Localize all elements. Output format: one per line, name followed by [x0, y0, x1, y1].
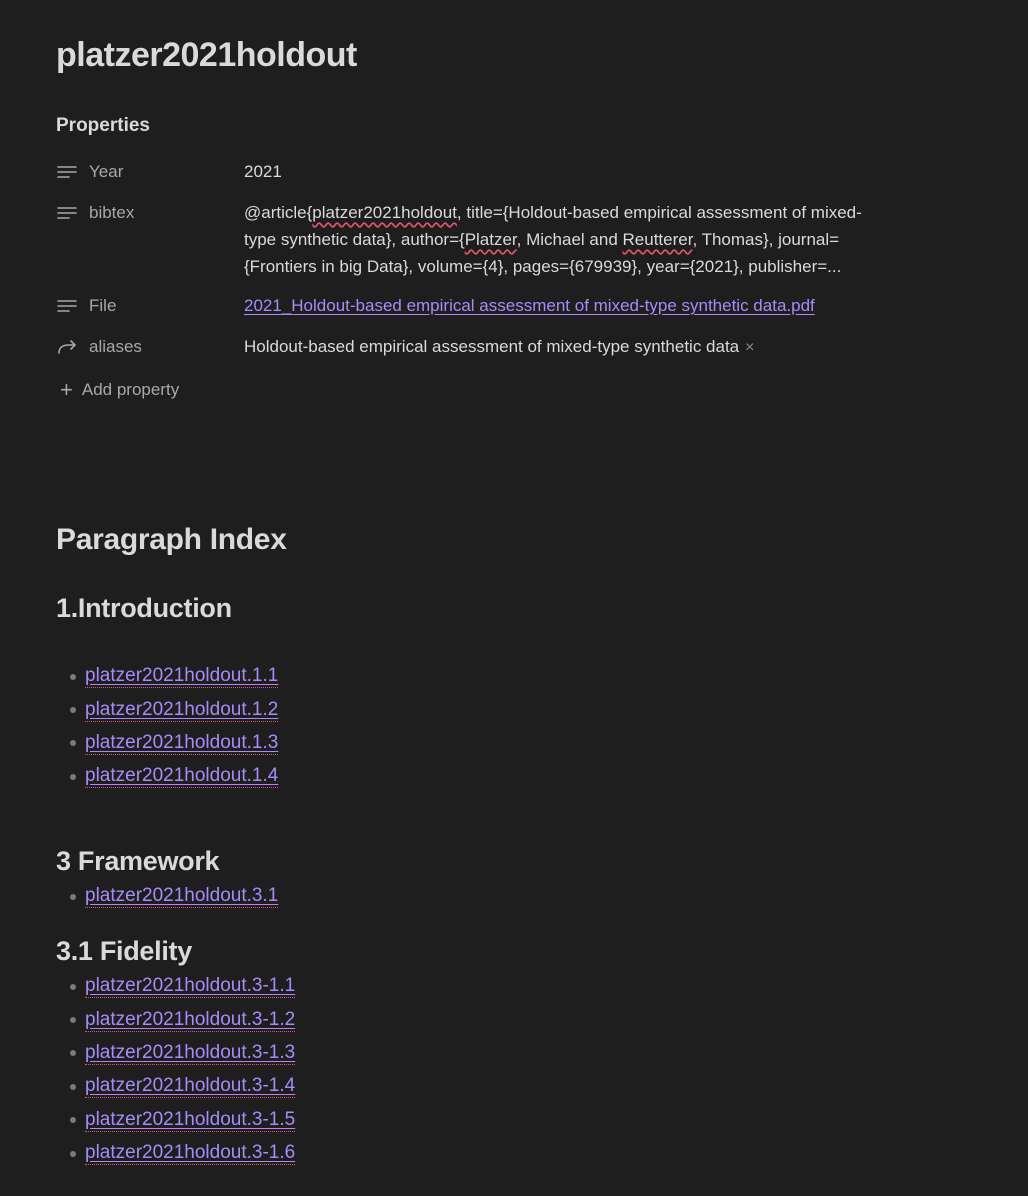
plus-icon: +: [60, 377, 73, 402]
bullet-dot: [70, 1050, 76, 1056]
bullet-dot: [70, 1117, 76, 1123]
property-aliases-value: [244, 333, 944, 361]
file-link[interactable]: 2021_Holdout-based empirical assessment of mixed-type synthetic data.pdf: [244, 296, 815, 315]
wikilink[interactable]: platzer2021holdout.3-1.3: [85, 1041, 296, 1063]
alias-pill[interactable]: Holdout-based empirical assessment of mixed-type synthetic data: [244, 337, 740, 356]
bullet-dot: [70, 1151, 76, 1157]
wikilink[interactable]: platzer2021holdout.1.4: [85, 765, 279, 787]
bibtex-spellcheck-word: platzer2021holdout: [312, 203, 457, 222]
wikilink[interactable]: platzer2021holdout.1.2: [85, 698, 279, 720]
section-link-list: [70, 970, 295, 1170]
property-bibtex-value[interactable]: [244, 199, 944, 280]
property-year-key[interactable]: [56, 158, 123, 185]
paragraph-index-heading[interactable]: Paragraph Index: [56, 523, 287, 556]
list-item: [70, 1104, 295, 1137]
wikilink[interactable]: platzer2021holdout.3-1.6: [85, 1142, 296, 1164]
section-link-list: [70, 880, 278, 913]
bibtex-line-3: {Frontiers in big Data}, volume={4}, pages={679939}, year={2021}, publisher=...: [244, 257, 842, 276]
property-file-key[interactable]: [56, 292, 116, 319]
property-year-label: Year: [89, 162, 124, 181]
wikilink[interactable]: platzer2021holdout.3.1: [85, 885, 279, 907]
bullet-dot: [70, 740, 76, 746]
list-item: [70, 1037, 295, 1070]
list-item: [70, 1070, 295, 1103]
list-item: [70, 693, 278, 726]
bibtex-line-2: [244, 226, 944, 253]
bibtex-text: type synthetic data}, author={: [244, 230, 465, 249]
properties-heading[interactable]: Properties: [56, 115, 150, 136]
property-file-label: File: [89, 296, 117, 315]
wikilink[interactable]: platzer2021holdout.3-1.1: [85, 975, 296, 997]
section-heading[interactable]: 3.1 Fidelity: [56, 936, 192, 966]
wikilink[interactable]: platzer2021holdout.1.1: [85, 665, 279, 687]
bibtex-spellcheck-word: Platzer: [464, 230, 517, 249]
note-title[interactable]: platzer2021holdout: [56, 36, 357, 74]
list-item: [70, 880, 278, 913]
bullet-dot: [70, 1017, 76, 1023]
property-year-value[interactable]: 2021: [244, 162, 282, 181]
property-bibtex-label: bibtex: [89, 203, 135, 222]
list-item: [70, 727, 278, 760]
bullet-dot: [70, 1084, 76, 1090]
bibtex-line-1: [244, 199, 944, 226]
property-aliases-label: aliases: [89, 337, 142, 356]
bullet-dot: [70, 894, 76, 900]
wikilink[interactable]: platzer2021holdout.3-1.2: [85, 1008, 296, 1030]
bullet-dot: [70, 774, 76, 780]
forward-arrow-icon: [56, 337, 78, 357]
list-item: [70, 970, 295, 1003]
wikilink[interactable]: platzer2021holdout.1.3: [85, 731, 279, 753]
property-file-value: [244, 292, 944, 319]
add-property-button[interactable]: [60, 377, 180, 402]
bullet-dot: [70, 674, 76, 680]
section-heading[interactable]: 3 Framework: [56, 846, 220, 876]
property-aliases-key[interactable]: [56, 333, 142, 360]
bibtex-text: , title={Holdout-based empirical assessment of mixed-: [456, 203, 862, 222]
bibtex-spellcheck-word: Reutterer: [622, 230, 693, 249]
section-link-list: [70, 660, 278, 794]
list-item: [70, 660, 278, 693]
wikilink[interactable]: platzer2021holdout.3-1.4: [85, 1075, 296, 1097]
section-heading[interactable]: 1.Introduction: [56, 593, 232, 623]
alias-remove-icon[interactable]: ×: [745, 339, 755, 356]
text-lines-icon: [56, 296, 78, 316]
wikilink[interactable]: platzer2021holdout.3-1.5: [85, 1108, 296, 1130]
bibtex-text: @article{: [244, 203, 313, 222]
bullet-dot: [70, 984, 76, 990]
text-lines-icon: [56, 203, 78, 223]
list-item: [70, 1137, 295, 1170]
text-lines-icon: [56, 162, 78, 182]
property-bibtex-key[interactable]: [56, 199, 134, 226]
bibtex-text: , Thomas}, journal=: [692, 230, 840, 249]
list-item: [70, 1003, 295, 1036]
list-item: [70, 760, 278, 793]
bullet-dot: [70, 707, 76, 713]
bibtex-text: , Michael and: [516, 230, 623, 249]
add-property-label: Add property: [81, 380, 180, 399]
